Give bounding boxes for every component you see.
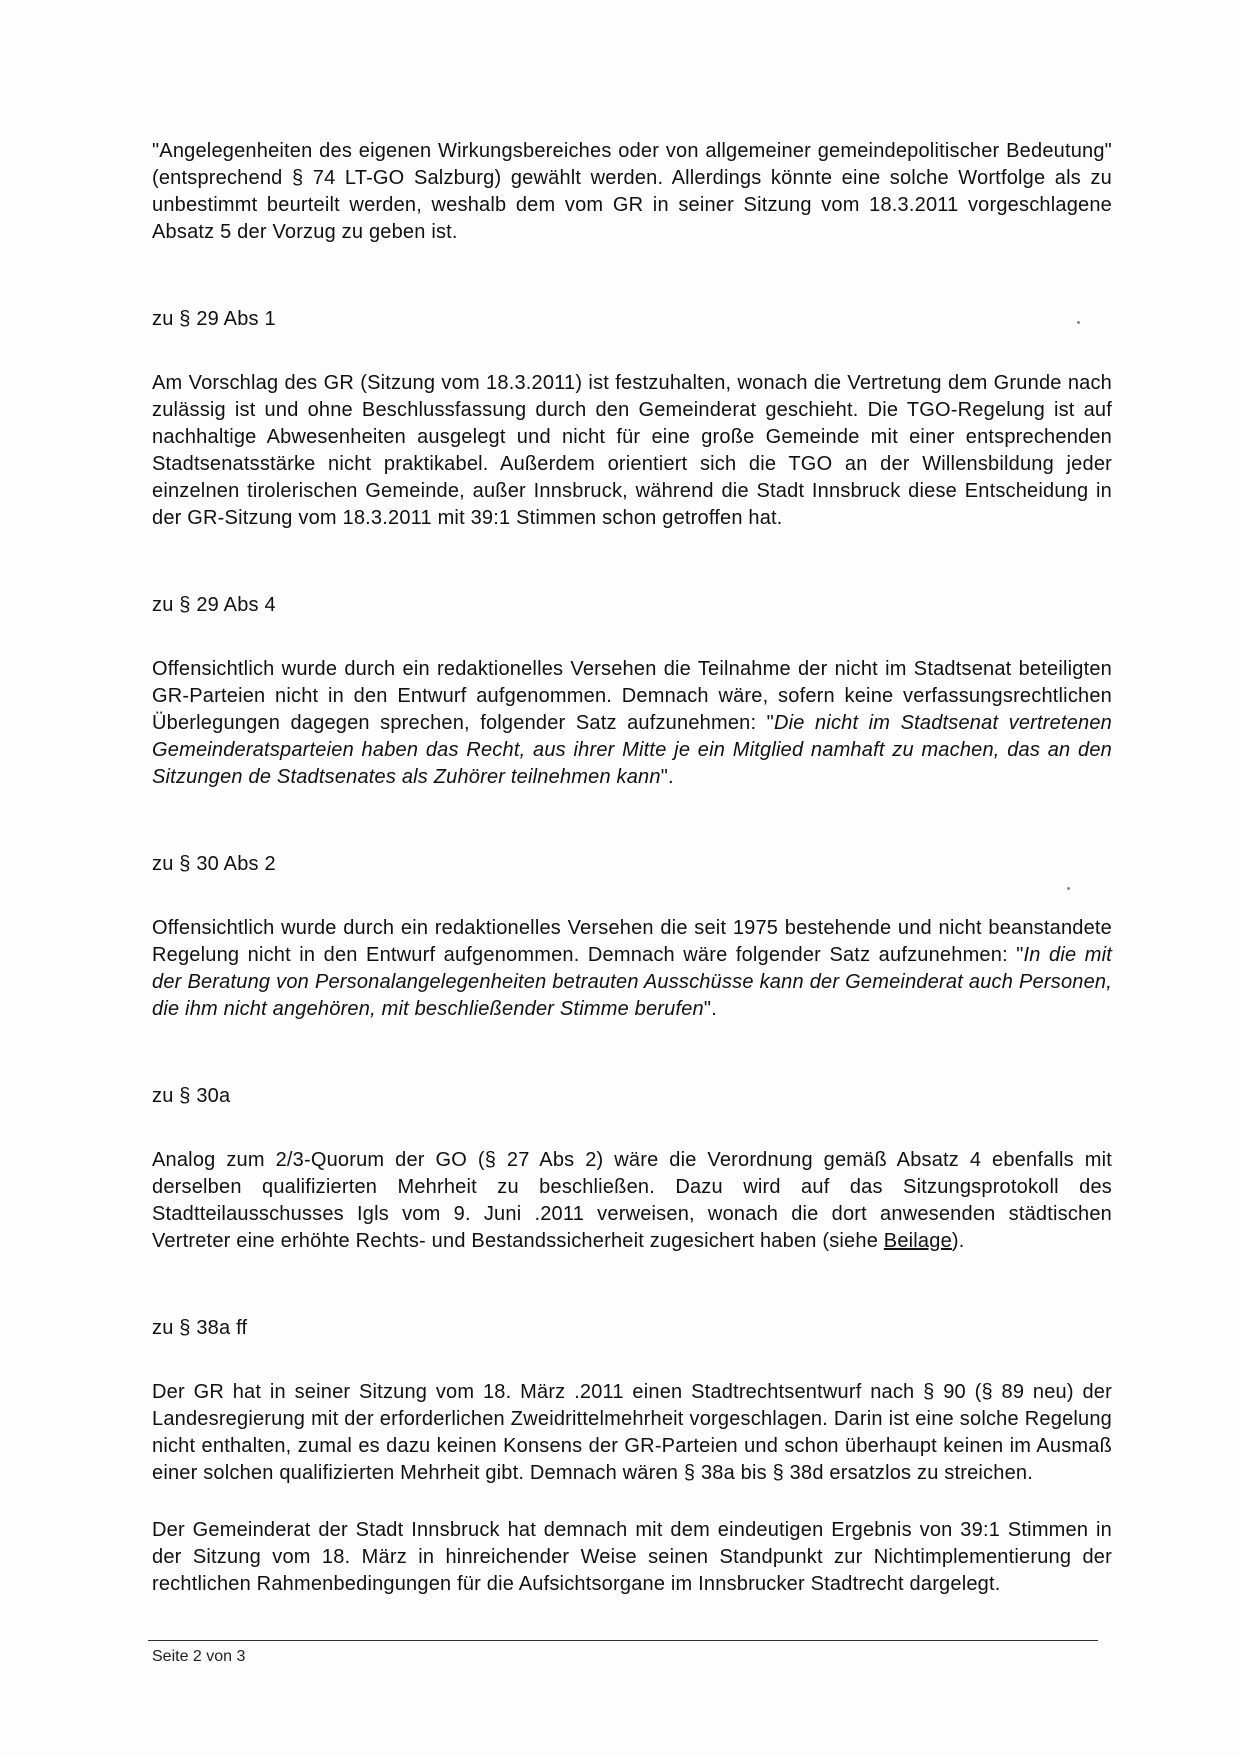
scan-speck — [1067, 887, 1070, 890]
intro-paragraph: "Angelegenheiten des eigenen Wirkungsbereiches oder von allgemeiner gemeindepolitischer Bedeutung" (entsprechend § 74 LT-GO Salzburg) gewählt werden. Allerdings könnte eine solche Wortfolge als zu unbestimmt beurteilt werden, weshalb dem vom GR in seiner Sitzung vom 18.3.2011 vorgeschlagene Absatz 5 der Vorzug zu geben ist. — [152, 140, 1112, 243]
paren-end-30a: ). — [951, 1230, 965, 1252]
section-heading-29-4: zu § 29 Abs 4 — [152, 594, 276, 616]
page-number: Seite 2 von 3 — [152, 1648, 246, 1665]
scan-speck — [1077, 321, 1080, 324]
quote-end-29-4: ". — [660, 766, 674, 788]
quote-end-30-2: ". — [703, 998, 717, 1020]
section-text-29-4: Offensichtlich wurde durch ein redaktionelles Versehen die Teilnahme der nicht im Stadtsenat beteiligten GR-Parteien nicht in den Entwurf aufgenommen. Demnach wäre, sofern keine verfassungsrechtlichen Überlegungen dagegen sprechen, folgender Satz aufzunehmen: " — [152, 658, 1112, 734]
section-heading-30-2: zu § 30 Abs 2 — [152, 853, 276, 875]
beilage-reference: Beilage — [883, 1230, 952, 1252]
quoted-sentence-29-4: Die nicht im Stadtsenat vertretenen Gemeinderatsparteien haben das Recht, aus ihrer Mitte je ein Mitglied namhaft zu machen, das an den Sitzungen de Stadtsenates als Zuhörer teilnehmen kann — [152, 712, 1112, 788]
section-paragraph-30-2 — [152, 915, 1112, 1023]
section-text-30-2: Offensichtlich wurde durch ein redaktionelles Versehen die seit 1975 bestehende und nicht beanstandete Regelung nicht in den Entwurf aufgenommen. Demnach wäre folgender Satz aufzunehmen: " — [152, 917, 1112, 966]
section-text-38a: Der GR hat in seiner Sitzung vom 18. März .2011 einen Stadtrechtsentwurf nach § 90 (§ 89 neu) der Landesregierung mit der erforderlichen Zweidrittelmehrheit vorgeschlagen. Darin ist eine solche Regelung nicht enthalten, zumal es dazu keinen Konsens der GR-Parteien und schon überhaupt keinen im Ausmaß einer solchen qualifizierten Mehrheit gibt. Demnach wären § 38a bis § 38d ersatzlos zu streichen. — [152, 1381, 1112, 1484]
section-heading-30a: zu § 30a — [152, 1085, 231, 1107]
conclusion-paragraph: Der Gemeinderat der Stadt Innsbruck hat demnach mit dem eindeutigen Ergebnis von 39:1 Stimmen in der Sitzung vom 18. März in hinreichender Weise seinen Standpunkt zur Nichtimplementierung der rechtlichen Rahmenbedingungen für die Aufsichtsorgane im Innsbrucker Stadtrecht dargelegt. — [152, 1519, 1112, 1595]
section-text-30a: Analog zum 2/3-Quorum der GO (§ 27 Abs 2) wäre die Verordnung gemäß Absatz 4 ebenfalls mit derselben qualifizierten Mehrheit zu beschließen. Dazu wird auf das Sitzungsprotokoll des Stadtteilausschusses Igls vom 9. Juni .2011 verweisen, wonach die dort anwesenden städtischen Vertreter eine erhöhte Rechts- und Bestandssicherheit zugesichert haben (siehe — [152, 1149, 1112, 1252]
footer-divider — [148, 1640, 1098, 1641]
section-heading-38a: zu § 38a ff — [152, 1317, 248, 1339]
section-text-29-1: Am Vorschlag des GR (Sitzung vom 18.3.2011) ist festzuhalten, wonach die Vertretung dem Grunde nach zulässig ist und ohne Beschlussfassung durch den Gemeinderat geschieht. Die TGO-Regelung ist auf nachhaltige Abwesenheiten ausgelegt und nicht für eine große Gemeinde mit einer entsprechenden Stadtsenatsstärke nicht praktikabel. Außerdem orientiert sich die TGO an der Willensbildung jeder einzelnen tirolerischen Gemeinde, außer Innsbruck, während die Stadt Innsbruck diese Entscheidung in der GR-Sitzung vom 18.3.2011 mit 39:1 Stimmen schon getroffen hat. — [152, 372, 1112, 529]
document-body — [152, 138, 1112, 1598]
quoted-sentence-30-2: In die mit der Beratung von Personalangelegenheiten betrauten Ausschüsse kann der Gemeinderat auch Personen, die ihm nicht angehören, mit beschließender Stimme berufen — [152, 944, 1112, 1020]
section-paragraph-29-4 — [152, 656, 1112, 791]
section-paragraph-30a — [152, 1147, 1112, 1255]
section-heading-29-1: zu § 29 Abs 1 — [152, 308, 276, 330]
